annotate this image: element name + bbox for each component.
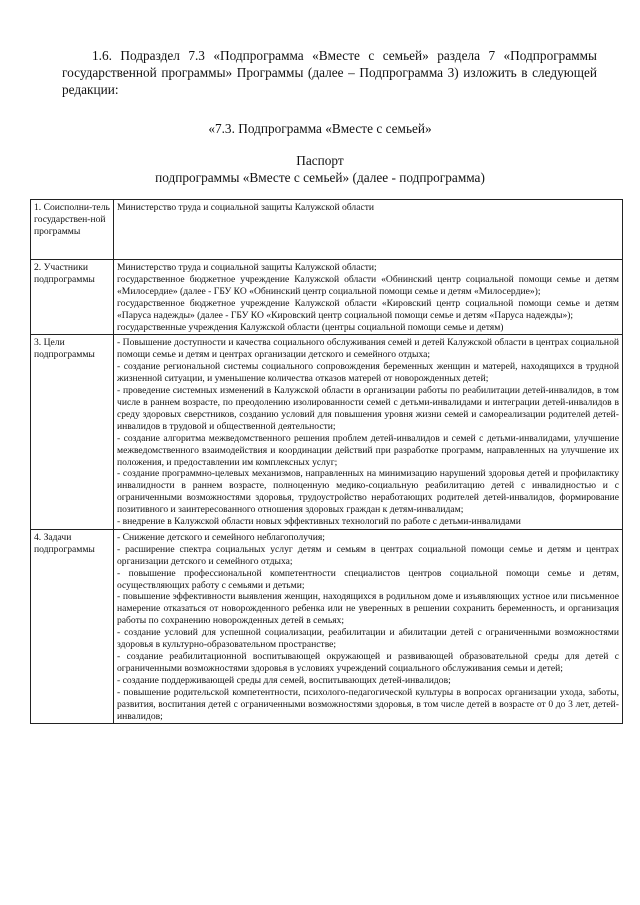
row-content — [114, 335, 623, 530]
content-line: Министерство труда и социальной защиты Калужской области; — [117, 262, 377, 273]
content-line: государственные учреждения Калужской области (центры социальной помощи семье и детям) — [117, 321, 504, 333]
content-line: - Повышение доступности и качества социального обслуживания семей и детей Калужской области в центрах социальной помощи семье и детям и центрах организации детского и семейного отдыха; — [117, 337, 619, 361]
content-line: - повышение профессиональной компетентности специалистов центров социальной помощи семье и детям, осуществляющих работу с семьями и детьми; — [117, 567, 619, 591]
content-line: - создание программно-целевых механизмов, направленных на минимизацию нарушений здоровья детей и профилактику инвалидности в раннем возрасте, полноценную медико-социальную реабилитацию детей с инвалидностью и с ограниченными возможностями здоровья, трудоустройство неработающих родителей детей-инвалидов, формирование позитивного и заинтересованного отношения здоровых граждан к детям-инвалидам; — [117, 468, 619, 516]
row-label: 3. Цели подпрограммы — [31, 335, 114, 530]
row-label: 4. Задачи подпрограммы — [31, 529, 114, 724]
row-label: 2. Участники подпрограммы — [31, 260, 114, 335]
content-line: Министерство труда и социальной защиты Калужской области — [117, 202, 375, 213]
content-line: - создание региональной системы социального сопровождения беременных женщин и матерей, находящихся в трудной жизненной ситуации, и уменьшение количества отказов матерей от новорожденных детей; — [117, 361, 619, 385]
row-content — [114, 529, 623, 724]
table-row — [31, 335, 623, 530]
content-line: - создание условий для успешной социализации, реабилитации и абилитации детей с ограниченными возможностями здоровья в культурно-образовательном пространстве; — [117, 627, 619, 651]
section-heading: «7.3. Подпрограмма «Вместе с семьей» — [208, 121, 432, 136]
content-line: - проведение системных изменений в Калужской области в организации работы по реабилитации детей-инвалидов, в том числе в раннем возрасте, по преодолению изолированности семей с детьми-инвалидами и интеграции детей-инвалидов в среду здоровых сверстников, созданию условий для повышения уровня жизни семей и самореализации родителей детей-инвалидов в трудовой и общественной деятельности; — [117, 385, 619, 432]
row-content — [114, 200, 623, 260]
content-line: - Снижение детского и семейного неблагополучия; — [117, 531, 325, 543]
content-line: - повышение родительской компетентности, психолого-педагогической культуры в вопросах организации ухода, заботы, развития, воспитания детей с ограниченными возможностями здоровья, в том числе детей в возрасте от 0 до 3 лет, детей-инвалидов; — [117, 686, 619, 722]
table-row — [31, 260, 623, 335]
content-line: - создание реабилитационной воспитывающей окружающей и развивающей образовательной среды для детей с ограниченными возможностями здоровья в условиях учреждений социального обслуживания семьи и детей; — [117, 651, 619, 674]
passport-table — [30, 199, 623, 724]
passport-title: Паспорт — [296, 153, 344, 168]
intro-paragraph: 1.6. Подраздел 7.3 «Подпрограмма «Вместе с семьей» раздела 7 «Подпрограммы государственной программы» Программы (далее – Подпрограмма 3) изложить в следующей редакции: — [62, 48, 597, 97]
content-line: - расширение спектра социальных услуг детям и семьям в центрах социальной помощи семье и детям и центрах организации детского и семейного отдыха; — [117, 543, 619, 567]
passport-subtitle: подпрограммы «Вместе с семьей» (далее - подпрограмма) — [155, 170, 485, 185]
content-line: - повышение эффективности выявления женщин, находящихся в родильном доме и изъявляющих устное или письменное намерение отказаться от новорожденного ребенка или не уверенных в решении сохранить беременность, и организация работы по сохранению новорожденных детей в семьях; — [117, 591, 619, 627]
content-line: государственное бюджетное учреждение Калужской области «Кировский центр социальной помощи семье и детям «Паруса надежды» (далее - ГБУ КО «Кировский центр социальной помощи семье и детям «Паруса надежды»); — [117, 297, 619, 321]
content-line: - внедрение в Калужской области новых эффективных технологий по работе с детьми-инвалидами — [117, 516, 521, 528]
row-label: 1. Соисполни-тель государствен-ной программы — [31, 200, 114, 260]
table-row — [31, 529, 623, 724]
row-content — [114, 260, 623, 335]
content-line: - создание поддерживающей среды для семей, воспитывающих детей-инвалидов; — [117, 674, 451, 686]
table-row — [31, 200, 623, 260]
content-line: - создание алгоритма межведомственного решения проблем детей-инвалидов и семей с детьми-инвалидами, улучшение межведомственного взаимодействия и координации действий при разработке программ, направленных на улучшение их положения, и предоставлении им комплексных услуг; — [117, 432, 619, 468]
content-line: государственное бюджетное учреждение Калужской области «Обнинский центр социальной помощи семье и детям «Милосердие» (далее - ГБУ КО «Обнинский центр социальной помощи семье и детям «Милосердие»); — [117, 273, 619, 297]
